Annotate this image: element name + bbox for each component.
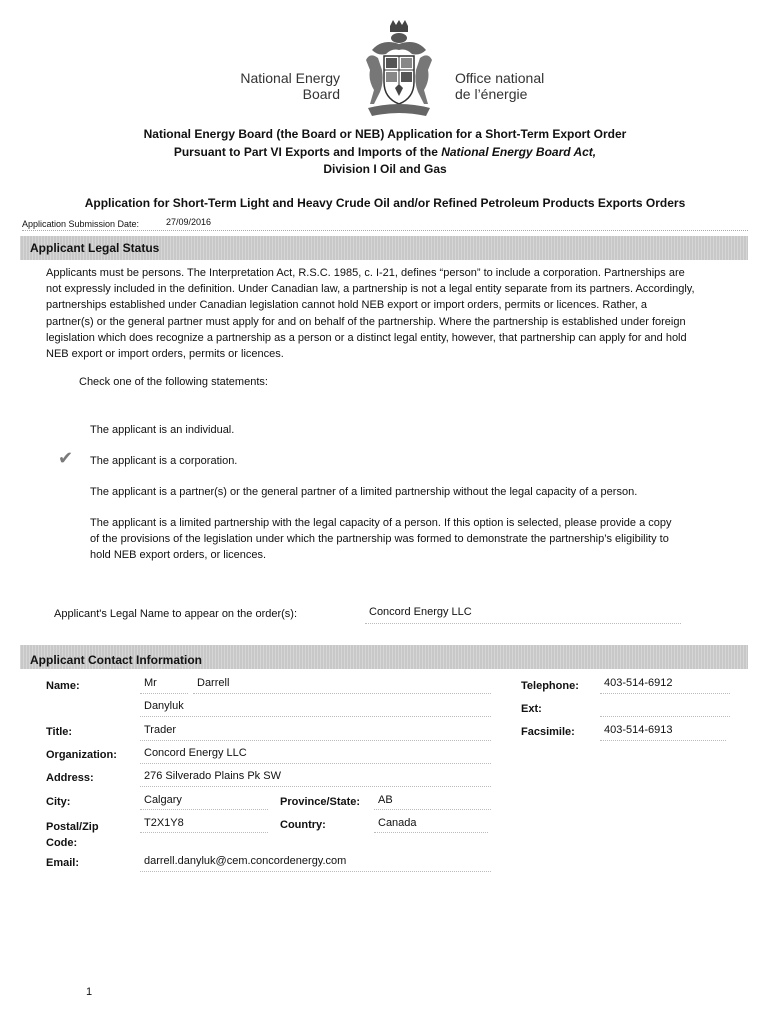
country-field[interactable]: Canada [378, 817, 417, 829]
telephone-field[interactable]: 403-514-6912 [604, 677, 673, 689]
legal-status-heading: Applicant Legal Status [30, 241, 160, 255]
postal-code-label-line1: Postal/Zip [46, 821, 99, 833]
organization-underline [140, 763, 491, 764]
country-label: Country: [280, 819, 326, 831]
submission-date-label: Application Submission Date: [22, 219, 140, 229]
ext-label: Ext: [521, 703, 542, 715]
title-label: Title: [46, 726, 73, 738]
postal-code-label [46, 819, 99, 851]
form-title-line2 [40, 144, 730, 162]
city-label: City: [46, 796, 71, 808]
last-name-field[interactable]: Danyluk [144, 700, 184, 712]
check-instruction: Check one of the following statements: [79, 376, 268, 388]
organization-label: Organization: [46, 749, 117, 761]
address-underline [140, 786, 491, 787]
facsimile-underline [600, 740, 726, 741]
province-label: Province/State: [280, 796, 361, 808]
checkmark-icon[interactable]: ✔ [58, 448, 74, 468]
telephone-underline [600, 693, 730, 694]
postal-code-field[interactable]: T2X1Y8 [144, 817, 184, 829]
agency-en-line2: Board [302, 86, 340, 102]
agency-fr-line1: Office national [455, 70, 545, 86]
form-subtitle: Application for Short-Term Light and Heavy Crude Oil and/or Refined Petroleum Products Exports Orders [84, 196, 686, 210]
title-field[interactable]: Trader [144, 724, 176, 736]
form-title [40, 126, 730, 179]
organization-field[interactable]: Concord Energy LLC [144, 747, 247, 759]
option-partner-general-partner[interactable]: The applicant is a partner(s) or the general partner of a limited partnership without the legal capacity of a person. [90, 486, 638, 498]
agency-name-french [455, 70, 615, 102]
agency-en-line1: National Energy [240, 70, 340, 86]
ext-underline [600, 716, 730, 717]
name-label: Name: [46, 680, 80, 692]
email-underline [140, 871, 491, 872]
legal-name-underline [365, 623, 681, 624]
coat-of-arms-icon [362, 20, 436, 120]
form-title-line1: National Energy Board (the Board or NEB) Application for a Short-Term Export Order [143, 127, 627, 141]
salutation-underline [140, 693, 188, 694]
agency-name-english [200, 70, 340, 102]
address-label: Address: [46, 772, 94, 784]
legal-status-paragraph: Applicants must be persons. The Interpretation Act, R.S.C. 1985, c. I-21, defines “person” to include a corporation. Partnerships are not expressly included in the definition. Under Canadian law, a partnership is not a legal entity separate from its partners. Accordingly, partnerships established under Canadian legislation cannot hold NEB export or import orders, permits or licences. Rather, a partner(s) or the general partner must apply for and on behalf of the partnership. Where the partnership is established under foreign legislation which does recognize a partnership as a person or a distinct legal entity, however, that partnership can apply for and hold NEB export or import orders, permits or licences. [46, 267, 695, 361]
city-underline [140, 809, 268, 810]
email-field[interactable]: darrell.danyluk@cem.concordenergy.com [144, 855, 347, 867]
salutation-field[interactable]: Mr [144, 677, 157, 689]
submission-date-field[interactable]: 27/09/2016 [166, 217, 212, 227]
facsimile-field[interactable]: 403-514-6913 [604, 724, 673, 736]
city-field[interactable]: Calgary [144, 794, 182, 806]
postal-code-underline [140, 832, 268, 833]
telephone-label: Telephone: [521, 680, 579, 692]
address-field[interactable]: 276 Silverado Plains Pk SW [144, 770, 281, 782]
title-underline [140, 740, 491, 741]
province-underline [374, 809, 491, 810]
province-field[interactable]: AB [378, 794, 393, 806]
legal-name-field[interactable]: Concord Energy LLC [369, 606, 472, 618]
facsimile-label: Facsimile: [521, 726, 575, 738]
last-name-underline [140, 716, 491, 717]
form-title-act-name: National Energy Board Act, [441, 144, 597, 159]
first-name-field[interactable]: Darrell [197, 677, 230, 689]
country-underline [374, 832, 488, 833]
form-title-line2-prefix: Pursuant to Part VI Exports and Imports of the [173, 144, 442, 159]
submission-date-underline [22, 230, 748, 231]
postal-code-label-line2: Code: [46, 837, 78, 849]
option-corporation[interactable]: The applicant is a corporation. [90, 455, 238, 467]
first-name-underline [193, 693, 491, 694]
agency-fr-line2: de l’énergie [455, 86, 528, 102]
option-individual[interactable]: The applicant is an individual. [90, 424, 235, 436]
form-title-line3: Division I Oil and Gas [323, 162, 447, 176]
contact-heading: Applicant Contact Information [30, 653, 202, 667]
page-number: 1 [86, 986, 93, 998]
email-label: Email: [46, 857, 80, 869]
legal-name-label: Applicant's Legal Name to appear on the order(s): [54, 608, 298, 620]
option-limited-partnership[interactable]: The applicant is a limited partnership with the legal capacity of a person. If this option is selected, please provide a copy of the provisions of the legislation under which the partnership was formed to demonstrate the partnership’s eligibility to hold NEB export orders, or licences. [90, 517, 672, 561]
